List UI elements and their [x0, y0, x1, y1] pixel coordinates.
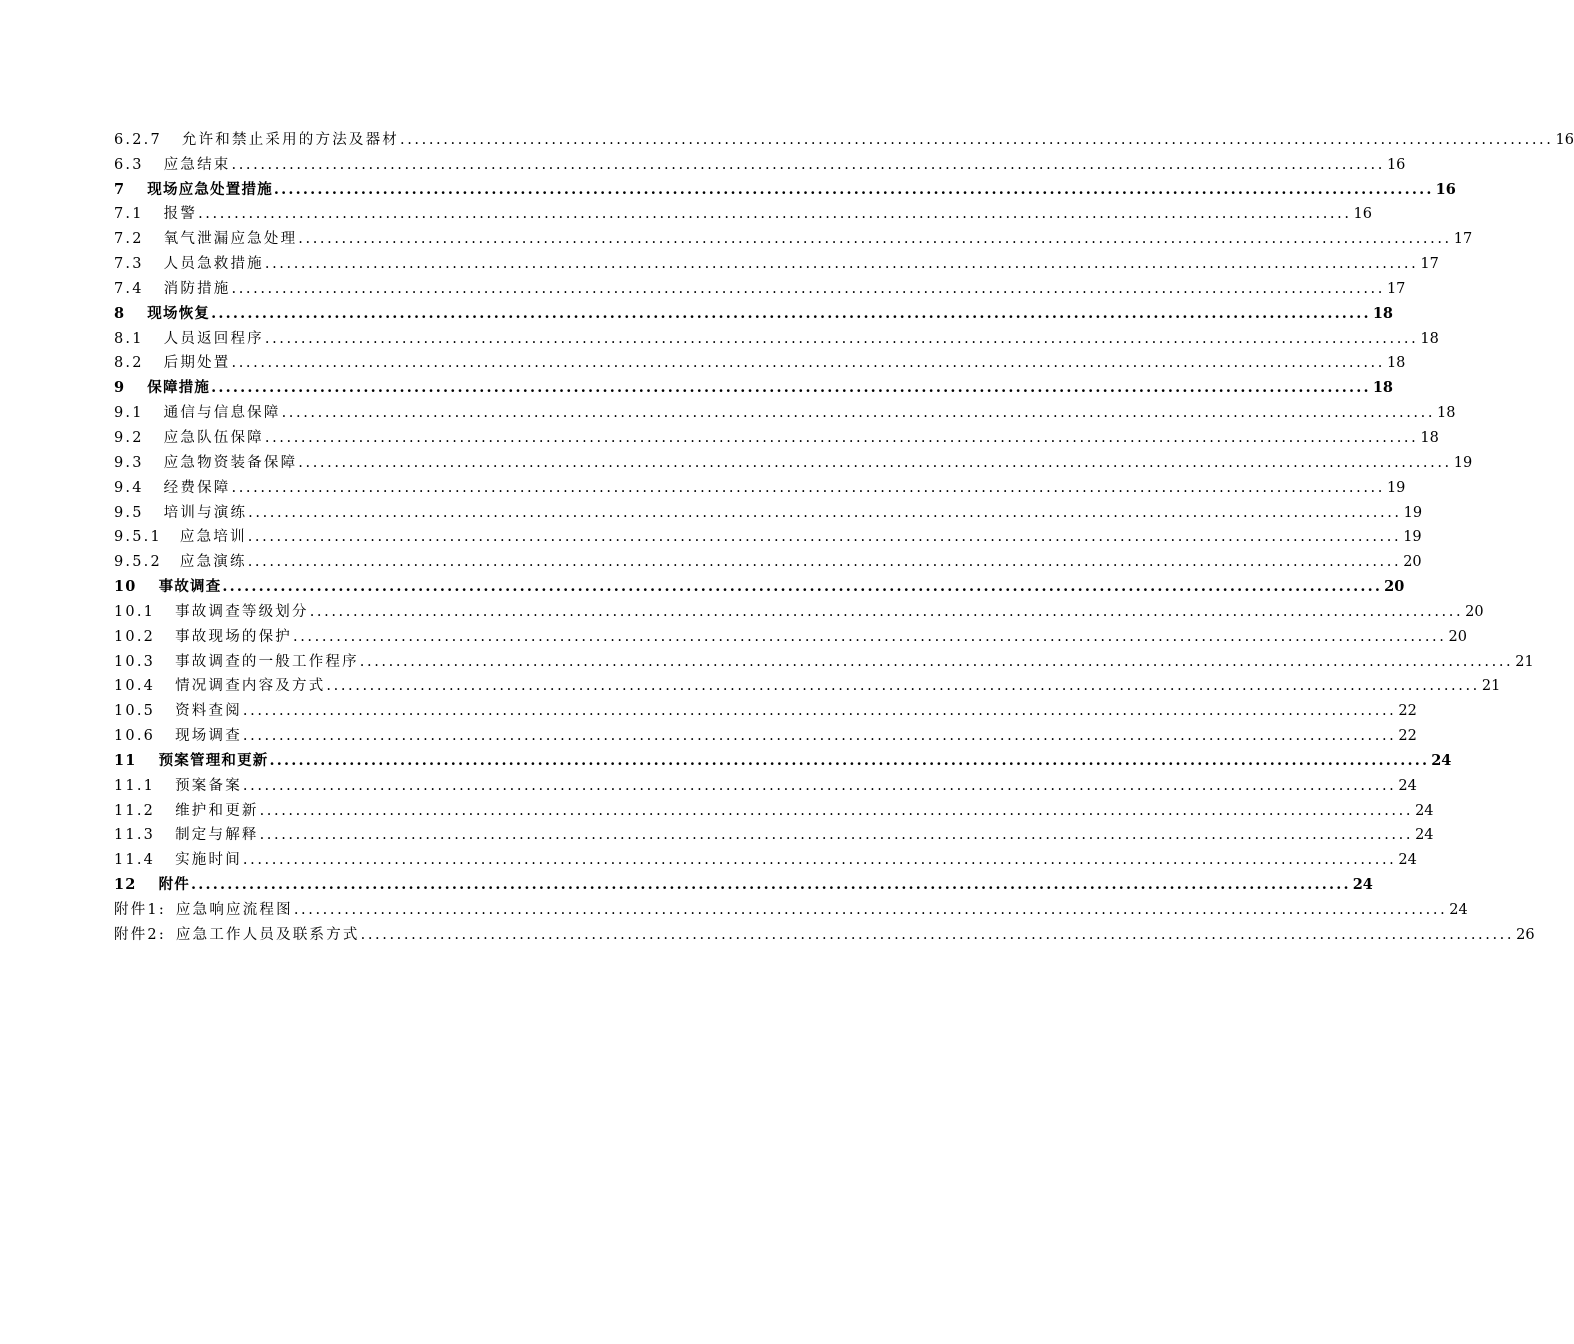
toc-entry-title: 培训与演练 [163, 504, 248, 521]
toc-entry-title: 现场恢复 [147, 304, 211, 322]
toc-entry-title: 应急培训 [179, 529, 247, 546]
toc-entry-page-number: 22 [1398, 728, 1417, 745]
toc-entry-page-number: 16 [1353, 206, 1372, 223]
toc-entry-title: 氧气泄漏应急处理 [163, 231, 298, 248]
toc-dot-leader: ................................................................................................................................................................ [242, 728, 1397, 745]
toc-entry-title: 应急结束 [163, 156, 231, 173]
toc-entry-number: 10.6 [114, 728, 156, 745]
toc-dot-leader: ................................................................................................................................................................ [259, 802, 1414, 819]
toc-entry-number: 9.3 [114, 454, 144, 471]
toc-entry-page-number: 20 [1448, 628, 1467, 645]
toc-entry-title: 事故调查等级划分 [175, 603, 309, 620]
toc-entry-page-number: 16 [1555, 131, 1574, 148]
toc-dot-leader: ................................................................................................................................................................ [293, 902, 1448, 918]
toc-dot-leader: ................................................................................................................................................................ [242, 852, 1397, 869]
toc-dot-leader: ................................................................................................................................................................ [231, 355, 1385, 372]
toc-entry-title: 允许和禁止采用的方法及器材 [181, 131, 400, 148]
toc-entry-page-number: 19 [1403, 529, 1422, 546]
toc-section-entry[interactable] [114, 522, 1422, 547]
toc-entry-page-number: 24 [1398, 777, 1417, 794]
toc-entry-number: 9.4 [114, 479, 144, 496]
toc-entry-page-number: 19 [1386, 479, 1406, 496]
toc-entry-number: 12 [114, 876, 137, 894]
toc-entry-title: 事故调查 [158, 578, 222, 596]
toc-entry-title: 应急物资装备保障 [163, 454, 298, 471]
toc-dot-leader: ................................................................................................................................................................ [359, 653, 1514, 670]
toc-entry-page-number: 24 [1398, 852, 1417, 869]
toc-entry-title: 后期处置 [163, 355, 231, 372]
toc-dot-leader: ................................................................................................................................................................ [400, 131, 1554, 148]
toc-entry-title: 制定与解释 [175, 827, 259, 844]
toc-entry-page-number: 21 [1481, 678, 1501, 695]
toc-entry-page-number: 17 [1386, 280, 1406, 297]
toc-entry-title: 应急工作人员及联系方式 [175, 926, 360, 943]
toc-dot-leader: ................................................................................................................................................................ [264, 429, 1419, 446]
toc-entry-page-number: 24 [1415, 802, 1434, 819]
toc-dot-leader: ................................................................................................................................................................ [231, 479, 1385, 496]
toc-entry-page-number: 18 [1372, 379, 1393, 397]
toc-section-entry[interactable] [114, 348, 1406, 373]
toc-section-entry[interactable] [114, 323, 1439, 348]
toc-entry-number: 10.4 [114, 678, 156, 695]
toc-entry-number: 11.4 [114, 852, 156, 869]
toc-dot-leader: ................................................................................................................................................................ [259, 827, 1414, 844]
toc-entry-number: 附件1: [114, 902, 166, 918]
toc-section-entry[interactable] [114, 894, 1468, 919]
toc-entry-page-number: 22 [1398, 703, 1417, 720]
toc-entry-page-number: 24 [1449, 902, 1468, 918]
toc-dot-leader: ................................................................................................................................................................ [273, 180, 1434, 198]
toc-entry-page-number: 26 [1516, 926, 1535, 943]
toc-section-entry[interactable] [114, 497, 1423, 522]
toc-entry-title: 实施时间 [175, 852, 242, 869]
toc-dot-leader: ................................................................................................................................................................ [298, 231, 1452, 248]
toc-entry-number: 8.1 [114, 330, 144, 347]
toc-section-entry[interactable] [114, 695, 1417, 720]
toc-entry-page-number: 24 [1415, 827, 1434, 844]
toc-section-entry[interactable] [114, 795, 1434, 820]
toc-entry-number: 6.2.7 [114, 131, 162, 148]
toc-entry-page-number: 18 [1420, 429, 1439, 446]
toc-section-entry[interactable] [114, 447, 1473, 472]
toc-entry-title: 现场调查 [175, 728, 242, 745]
toc-entry-page-number: 24 [1352, 876, 1373, 894]
toc-entry-number: 11.1 [114, 777, 156, 794]
toc-entry-number: 9 [114, 379, 126, 397]
toc-section-entry[interactable] [114, 124, 1574, 149]
toc-entry-number: 9.1 [114, 405, 144, 422]
toc-entry-number: 10.1 [114, 603, 156, 620]
toc-entry-page-number: 17 [1420, 256, 1439, 273]
toc-section-entry[interactable] [114, 720, 1417, 745]
toc-entry-title: 预案备案 [175, 777, 242, 794]
toc-entry-page-number: 19 [1403, 504, 1423, 521]
toc-entry-number: 7.2 [114, 231, 144, 248]
toc-section-entry[interactable] [114, 596, 1484, 621]
toc-dot-leader: ................................................................................................................................................................ [247, 529, 1402, 546]
toc-entry-title: 预案管理和更新 [158, 751, 269, 769]
toc-dot-leader: ................................................................................................................................................................ [309, 603, 1464, 620]
toc-entry-page-number: 19 [1453, 454, 1473, 471]
toc-dot-leader: ................................................................................................................................................................ [293, 628, 1447, 645]
toc-entry-number: 8 [114, 304, 126, 322]
toc-entry-number: 7 [114, 180, 126, 198]
toc-section-entry[interactable] [114, 422, 1439, 447]
toc-section-entry[interactable] [114, 199, 1372, 224]
toc-entry-title: 消防措施 [163, 280, 231, 297]
toc-dot-leader: ................................................................................................................................................................ [247, 554, 1402, 571]
toc-entry-title: 保障措施 [147, 379, 211, 397]
toc-entry-number: 8.2 [114, 355, 144, 372]
toc-entry-title: 资料查阅 [175, 703, 242, 720]
toc-entry-number: 7.4 [114, 280, 144, 297]
toc-entry-title: 人员急救措施 [163, 256, 264, 273]
toc-entry-title: 现场应急处置措施 [147, 180, 273, 198]
toc-dot-leader: ................................................................................................................................................................ [211, 379, 1371, 397]
toc-entry-page-number: 16 [1386, 156, 1406, 173]
toc-entry-title: 情况调查内容及方式 [175, 678, 326, 695]
toc-dot-leader: ................................................................................................................................................................ [231, 156, 1385, 173]
toc-entry-number: 9.5 [114, 504, 144, 521]
toc-entry-page-number: 18 [1437, 405, 1456, 422]
toc-chapter-entry[interactable] [114, 372, 1393, 397]
toc-dot-leader: ................................................................................................................................................................ [231, 280, 1385, 297]
toc-entry-title: 经费保障 [163, 479, 231, 496]
toc-dot-leader: ................................................................................................................................................................ [222, 578, 1383, 596]
toc-entry-page-number: 16 [1435, 180, 1456, 198]
toc-entry-title: 事故现场的保护 [175, 628, 292, 645]
toc-entry-title: 附件 [158, 876, 190, 894]
toc-dot-leader: ................................................................................................................................................................ [242, 777, 1397, 794]
toc-dot-leader: ................................................................................................................................................................ [211, 304, 1371, 322]
toc-entry-title: 维护和更新 [175, 802, 259, 819]
toc-section-entry[interactable] [114, 472, 1406, 497]
toc-dot-leader: ................................................................................................................................................................ [248, 504, 1402, 521]
toc-entry-number: 10 [114, 578, 137, 596]
toc-entry-title: 应急演练 [179, 554, 247, 571]
toc-entry-page-number: 20 [1465, 603, 1484, 620]
toc-entry-page-number: 24 [1431, 751, 1452, 769]
toc-entry-number: 11 [114, 751, 137, 769]
toc-section-entry[interactable] [114, 223, 1473, 248]
toc-chapter-entry[interactable] [114, 298, 1393, 323]
toc-chapter-entry[interactable] [114, 745, 1452, 770]
toc-dot-leader: ................................................................................................................................................................ [281, 405, 1436, 422]
toc-dot-leader: ................................................................................................................................................................ [298, 454, 1452, 471]
toc-entry-page-number: 17 [1453, 231, 1473, 248]
toc-section-entry[interactable] [114, 671, 1501, 696]
toc-entry-number: 7.1 [114, 206, 144, 223]
toc-section-entry[interactable] [114, 770, 1417, 795]
toc-entry-number: 6.3 [114, 156, 144, 173]
toc-dot-leader: ................................................................................................................................................................ [191, 876, 1351, 894]
toc-section-entry[interactable] [114, 149, 1406, 174]
toc-entry-number: 附件2: [114, 926, 166, 943]
toc-entry-title: 通信与信息保障 [163, 405, 281, 422]
toc-entry-page-number: 18 [1372, 304, 1393, 322]
toc-entry-title: 报警 [163, 206, 198, 223]
toc-section-entry[interactable] [114, 273, 1406, 298]
toc-entry-page-number: 18 [1386, 355, 1406, 372]
toc-entry-number: 7.3 [114, 256, 144, 273]
toc-entry-number: 10.5 [114, 703, 156, 720]
toc-entry-number: 10.2 [114, 628, 156, 645]
toc-entry-title: 应急响应流程图 [175, 902, 293, 918]
toc-section-entry[interactable] [114, 621, 1467, 646]
toc-section-entry[interactable] [114, 844, 1417, 869]
toc-section-entry[interactable] [114, 820, 1434, 845]
toc-section-entry[interactable] [114, 546, 1422, 571]
toc-entry-page-number: 20 [1384, 578, 1405, 596]
toc-entry-number: 11.3 [114, 827, 156, 844]
toc-entry-page-number: 21 [1515, 653, 1534, 670]
toc-entry-title: 事故调查的一般工作程序 [175, 653, 359, 670]
toc-section-entry[interactable] [114, 397, 1456, 422]
toc-dot-leader: ................................................................................................................................................................ [264, 256, 1419, 273]
toc-dot-leader: ................................................................................................................................................................ [264, 330, 1419, 347]
toc-entry-page-number: 20 [1403, 554, 1422, 571]
toc-entry-number: 10.3 [114, 653, 156, 670]
toc-entry-page-number: 18 [1420, 330, 1439, 347]
toc-section-entry[interactable] [114, 248, 1439, 273]
toc-dot-leader: ................................................................................................................................................................ [269, 751, 1430, 769]
toc-entry-number: 11.2 [114, 802, 156, 819]
toc-entry-title: 人员返回程序 [163, 330, 264, 347]
toc-entry-number: 9.5.2 [114, 554, 162, 571]
toc-dot-leader: ................................................................................................................................................................ [360, 926, 1515, 943]
toc-entry-number: 9.2 [114, 429, 144, 446]
toc-dot-leader: ................................................................................................................................................................ [198, 206, 1352, 223]
toc-dot-leader: ................................................................................................................................................................ [326, 678, 1480, 695]
toc-chapter-entry[interactable] [114, 174, 1456, 199]
table-of-contents [114, 124, 1574, 944]
toc-entry-title: 应急队伍保障 [163, 429, 264, 446]
toc-section-entry[interactable] [114, 646, 1534, 671]
toc-dot-leader: ................................................................................................................................................................ [242, 703, 1397, 720]
toc-chapter-entry[interactable] [114, 571, 1405, 596]
toc-section-entry[interactable] [114, 919, 1535, 944]
toc-chapter-entry[interactable] [114, 869, 1373, 894]
toc-entry-number: 9.5.1 [114, 529, 162, 546]
